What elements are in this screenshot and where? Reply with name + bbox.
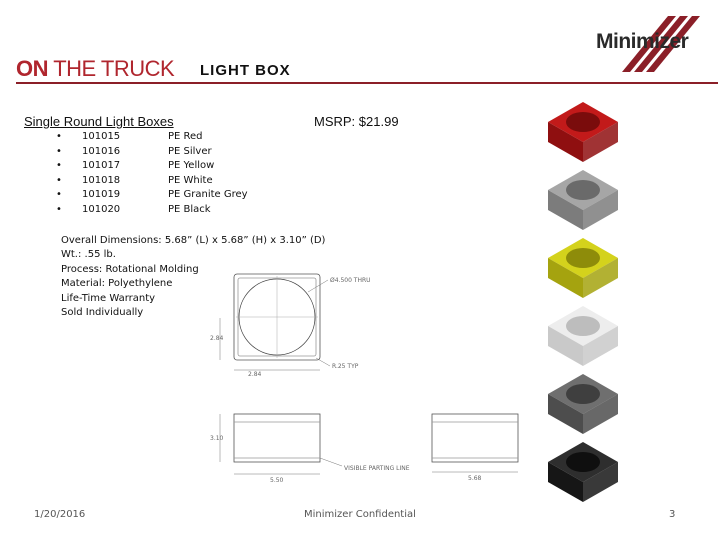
spec-dimensions: Overall Dimensions: 5.68” (L) x 5.68” (H) x 3.10” (D) [61,235,326,246]
light-box-yellow [548,238,618,298]
minimizer-logo [592,12,716,72]
title-on-the-truck: ON THE TRUCK [16,56,175,81]
item-desc: PE White [168,174,213,186]
footer-confidential: Minimizer Confidential [304,509,416,520]
side-width-dimension-label: 5.68 [468,475,482,482]
spec-weight: Wt.: .55 lb. [61,249,116,261]
width-dimension-label: 2.84 [248,371,262,378]
page-number: 3 [669,509,676,520]
light-box-white [548,306,618,366]
bullet: • [56,145,62,157]
title-divider [16,82,718,84]
top-view [220,274,330,370]
item-desc: PE Silver [168,145,212,157]
logo-text: Minimizer [596,30,689,53]
item-desc: PE Granite Grey [168,189,248,201]
front-width-dimension-label: 5.50 [270,477,284,484]
parting-line-label: VISIBLE PARTING LINE [344,465,410,472]
color-boxes-image [546,100,620,504]
title-light-box: LIGHT BOX [200,62,291,79]
light-box-granite-grey [548,374,618,434]
radius-dimension-label: R.25 TYP [332,363,359,370]
spec-sold: Sold Individually [61,307,144,319]
light-box-red [548,102,618,162]
item-code: 101020 [82,203,121,215]
item-desc: PE Yellow [168,160,215,172]
bullet: • [56,160,62,172]
product-heading: Single Round Light Boxes [24,114,174,129]
light-box-silver [548,170,618,230]
bullet: • [56,203,62,215]
msrp-price: MSRP: $21.99 [314,114,399,129]
spec-warranty: Life-Time Warranty [61,292,156,304]
hole-dimension-label: Ø4.500 THRU [330,277,371,284]
footer-date: 1/20/2016 [34,509,86,520]
front-view [220,414,342,474]
item-code: 101016 [82,145,121,157]
bullet: • [56,174,62,186]
side-view [432,414,518,472]
item-code: 101017 [82,160,121,172]
spec-process: Process: Rotational Molding [61,263,199,275]
spec-material: Material: Polyethylene [61,278,173,290]
technical-drawing [200,262,540,494]
depth-dimension-label: 3.10 [210,435,224,442]
item-code: 101018 [82,174,121,186]
light-box-black [548,442,618,502]
item-code: 101015 [82,131,121,142]
bullet: • [56,189,62,201]
bullet: • [56,131,62,142]
item-desc: PE Red [168,131,203,142]
height-dimension-label: 2.84 [210,335,224,342]
item-desc: PE Black [168,203,211,215]
item-code: 101019 [82,189,121,201]
